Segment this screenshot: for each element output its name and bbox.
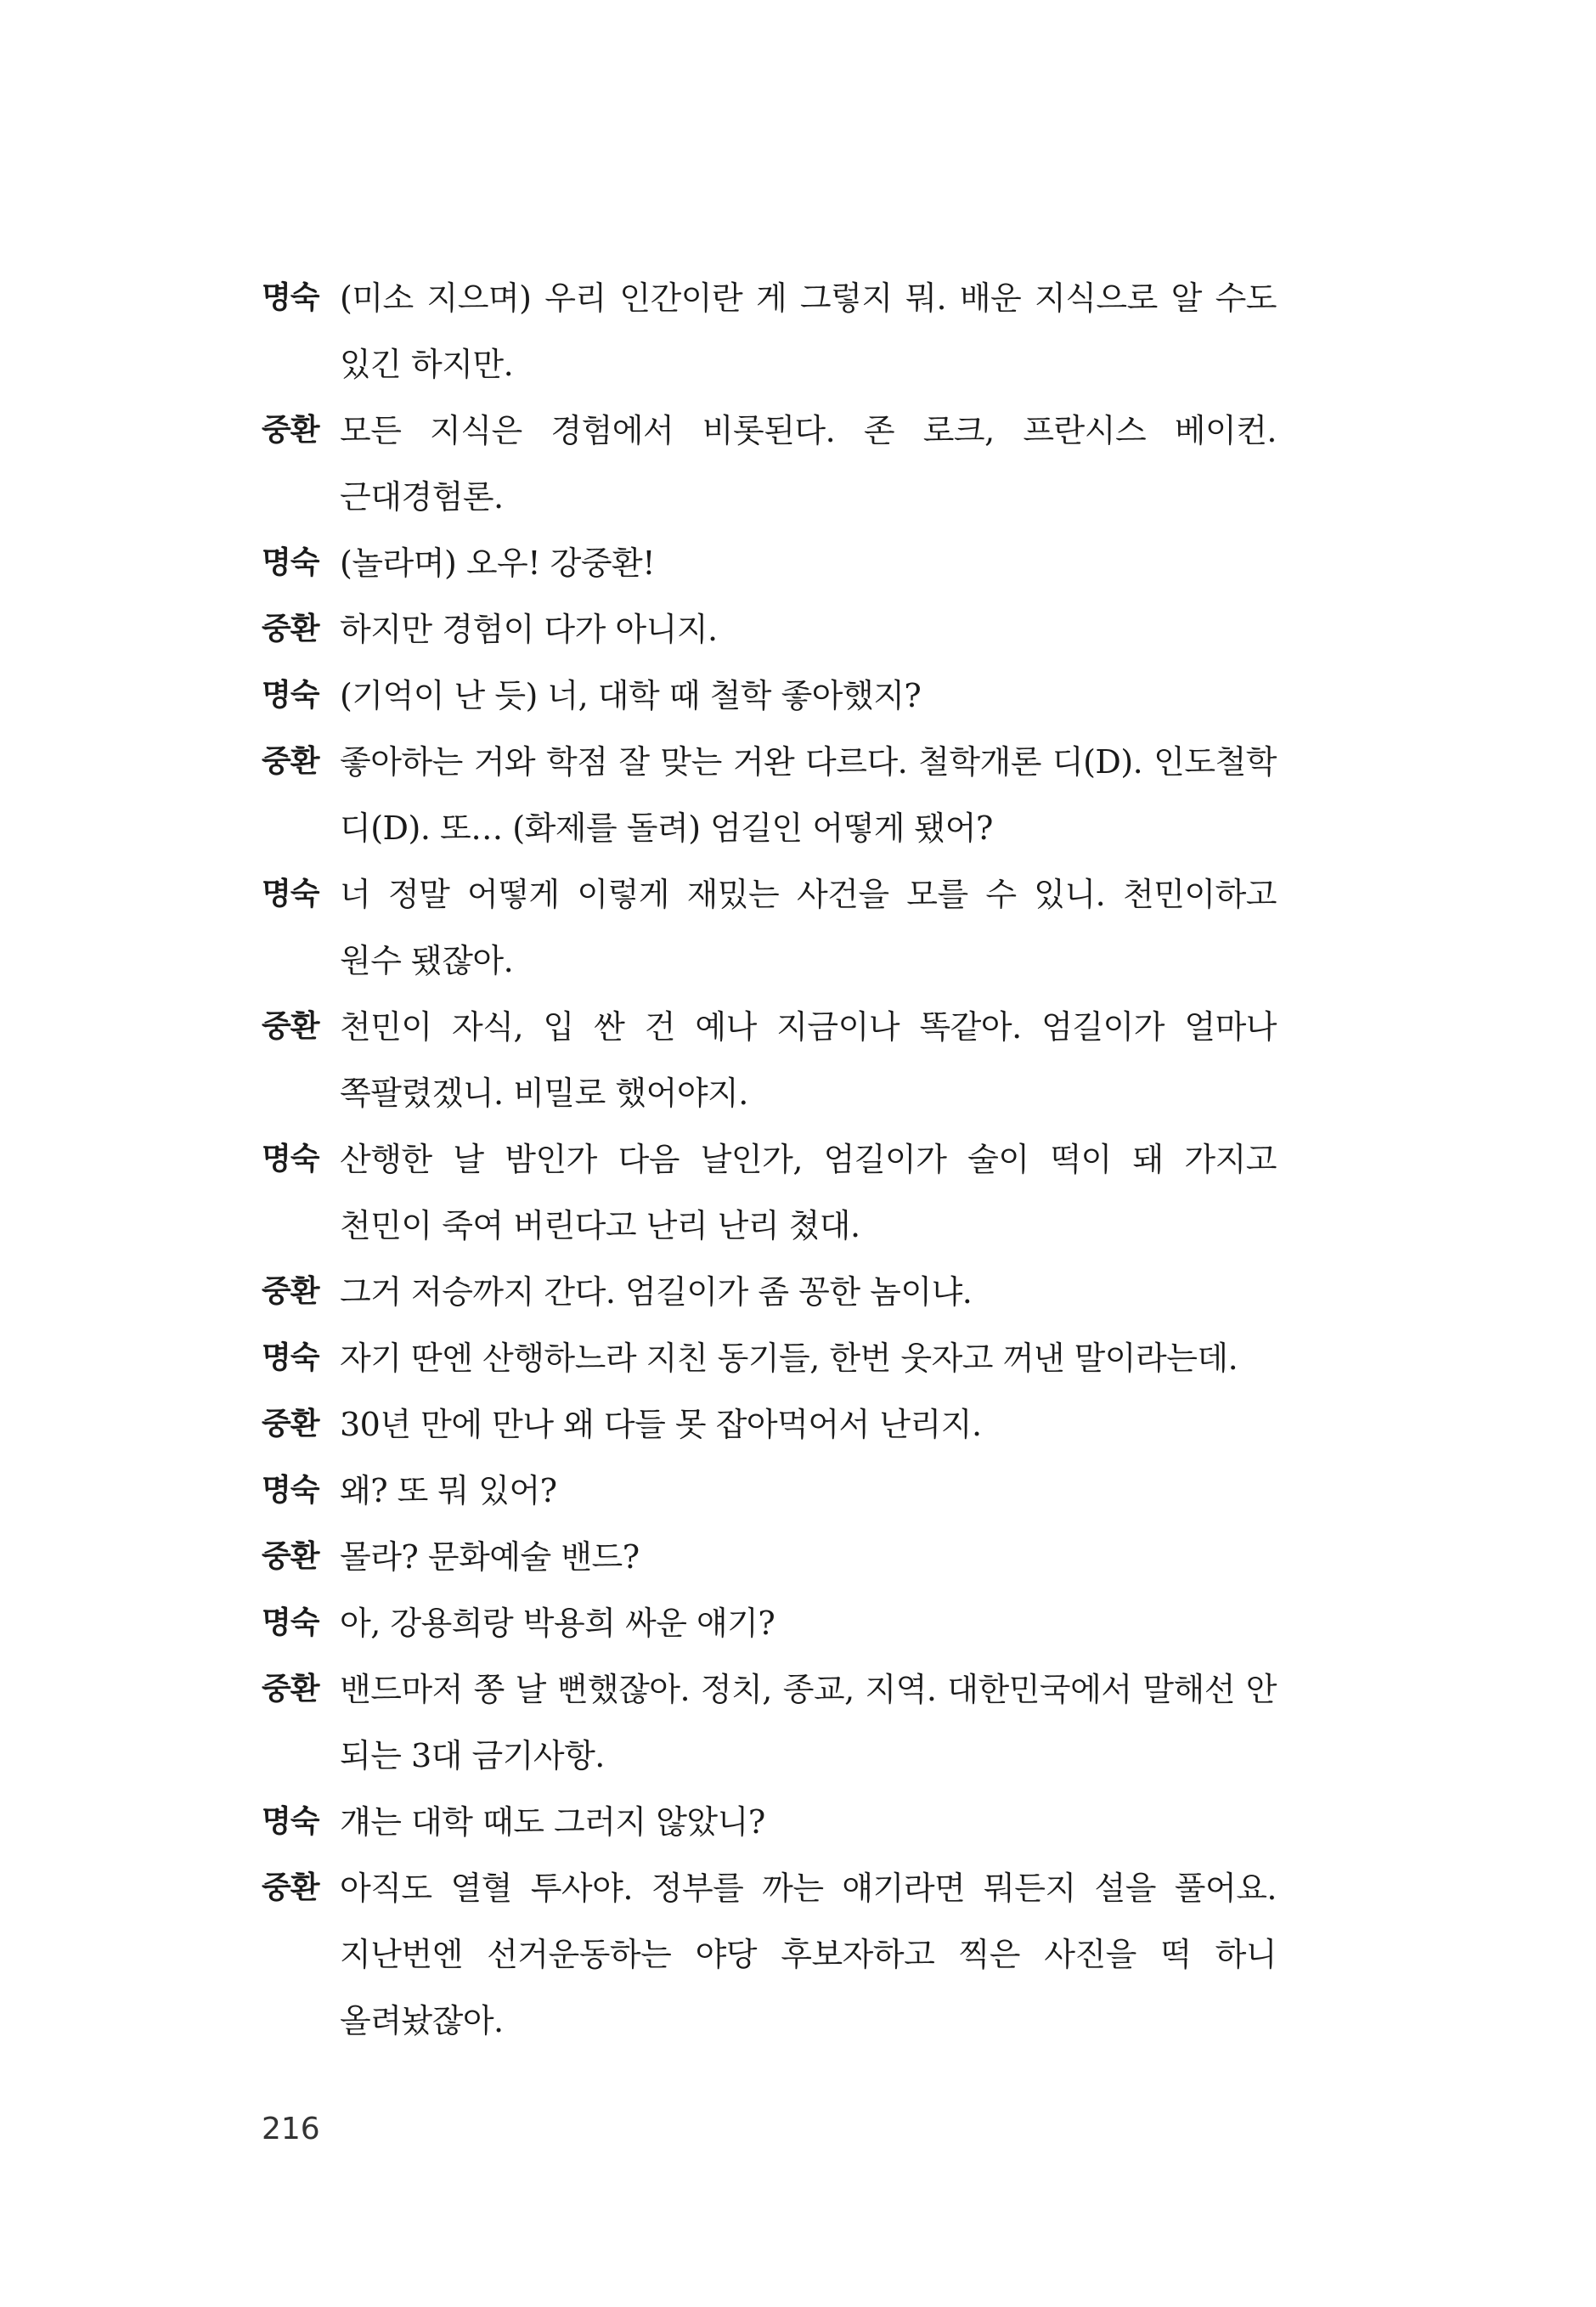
speaker-name: 명숙 — [262, 1142, 319, 1176]
dialogue-line — [262, 1789, 1277, 1855]
dialogue-line — [262, 1259, 1277, 1325]
speaker-name: 중환 — [262, 1009, 319, 1044]
speaker-name: 중환 — [262, 1672, 319, 1706]
dialogue-line — [262, 1656, 1277, 1789]
dialogue-text: 몰라? 문화예술 밴드? — [340, 1538, 640, 1576]
page-number: 216 — [262, 2112, 320, 2146]
dialogue-text: 산행한 날 밤인가 다음 날인가, 엄길이가 술이 떡이 돼 가지고 천민이 죽여 버린다고 난리 난리 쳤대. — [340, 1141, 1277, 1244]
dialogue-text: (미소 지으며) 우리 인간이란 게 그렇지 뭐. 배운 지식으로 알 수도 있긴 하지만. — [340, 279, 1277, 383]
dialogue-text: 자기 딴엔 산행하느라 지친 동기들, 한번 웃자고 꺼낸 말이라는데. — [340, 1340, 1238, 1377]
dialogue-text: 왜? 또 뭐 있어? — [340, 1472, 557, 1509]
dialogue-text: 하지만 경험이 다가 아니지. — [340, 611, 718, 648]
speaker-name: 명숙 — [262, 877, 319, 911]
speaker-name: 명숙 — [262, 1804, 319, 1839]
dialogue-text: (놀라며) 오우! 강중환! — [340, 544, 656, 582]
dialogue-text: 밴드마저 쫑 날 뻔했잖아. 정치, 종교, 지역. 대한민국에서 말해선 안 되는 3대 금기사항. — [340, 1671, 1277, 1774]
dialogue-line — [262, 596, 1277, 663]
speaker-name: 명숙 — [262, 1340, 319, 1375]
dialogue-text: (기억이 난 듯) 너, 대학 때 철학 좋아했지? — [340, 677, 922, 714]
dialogue-text: 걔는 대학 때도 그러지 않았니? — [340, 1803, 765, 1841]
dialogue-line — [262, 663, 1277, 729]
speaker-name: 명숙 — [262, 1473, 319, 1508]
speaker-name: 명숙 — [262, 280, 319, 315]
speaker-name: 중환 — [262, 1274, 319, 1309]
speaker-name: 중환 — [262, 744, 319, 779]
dialogue-text: 좋아하는 거와 학점 잘 맞는 거완 다르다. 철학개론 디(D). 인도철학 디(D). 또… (화제를 돌려) 엄길인 어떻게 됐어? — [340, 743, 1277, 847]
speaker-name: 명숙 — [262, 545, 319, 580]
speaker-name: 중환 — [262, 1407, 319, 1441]
dialogue-line — [262, 530, 1277, 596]
speaker-name: 중환 — [262, 612, 319, 646]
dialogue-line — [262, 265, 1277, 398]
speaker-name: 명숙 — [262, 1605, 319, 1640]
dialogue-line — [262, 1126, 1277, 1259]
dialogue-line — [262, 861, 1277, 994]
dialogue-text: 아, 강용희랑 박용희 싸운 얘기? — [340, 1605, 775, 1642]
dialogue-block — [262, 265, 1277, 2054]
dialogue-text: 모든 지식은 경험에서 비롯된다. 존 로크, 프란시스 베이컨. 근대경험론. — [340, 412, 1277, 516]
dialogue-line — [262, 398, 1277, 530]
dialogue-text: 천민이 자식, 입 싼 건 예나 지금이나 똑같아. 엄길이가 얼마나 쪽팔렸겠니. 비밀로 했어야지. — [340, 1008, 1277, 1112]
speaker-name: 중환 — [262, 413, 319, 448]
dialogue-text: 너 정말 어떻게 이렇게 재밌는 사건을 모를 수 있니. 천민이하고 원수 됐잖아. — [340, 876, 1277, 979]
dialogue-line — [262, 1458, 1277, 1524]
dialogue-line — [262, 1325, 1277, 1391]
dialogue-text: 아직도 열혈 투사야. 정부를 까는 얘기라면 뭐든지 설을 풀어요. 지난번엔 선거운동하는 야당 후보자하고 찍은 사진을 떡 하니 올려놨잖아. — [340, 1870, 1277, 2039]
speaker-name: 중환 — [262, 1539, 319, 1574]
dialogue-line — [262, 1855, 1277, 2054]
dialogue-line — [262, 1391, 1277, 1458]
dialogue-text: 30년 만에 만나 왜 다들 못 잡아먹어서 난리지. — [340, 1406, 982, 1443]
dialogue-line — [262, 1590, 1277, 1656]
speaker-name: 중환 — [262, 1870, 319, 1905]
dialogue-line — [262, 994, 1277, 1126]
dialogue-line — [262, 1524, 1277, 1590]
dialogue-text: 그거 저승까지 간다. 엄길이가 좀 꽁한 놈이냐. — [340, 1273, 973, 1311]
dialogue-line — [262, 729, 1277, 861]
speaker-name: 명숙 — [262, 678, 319, 713]
